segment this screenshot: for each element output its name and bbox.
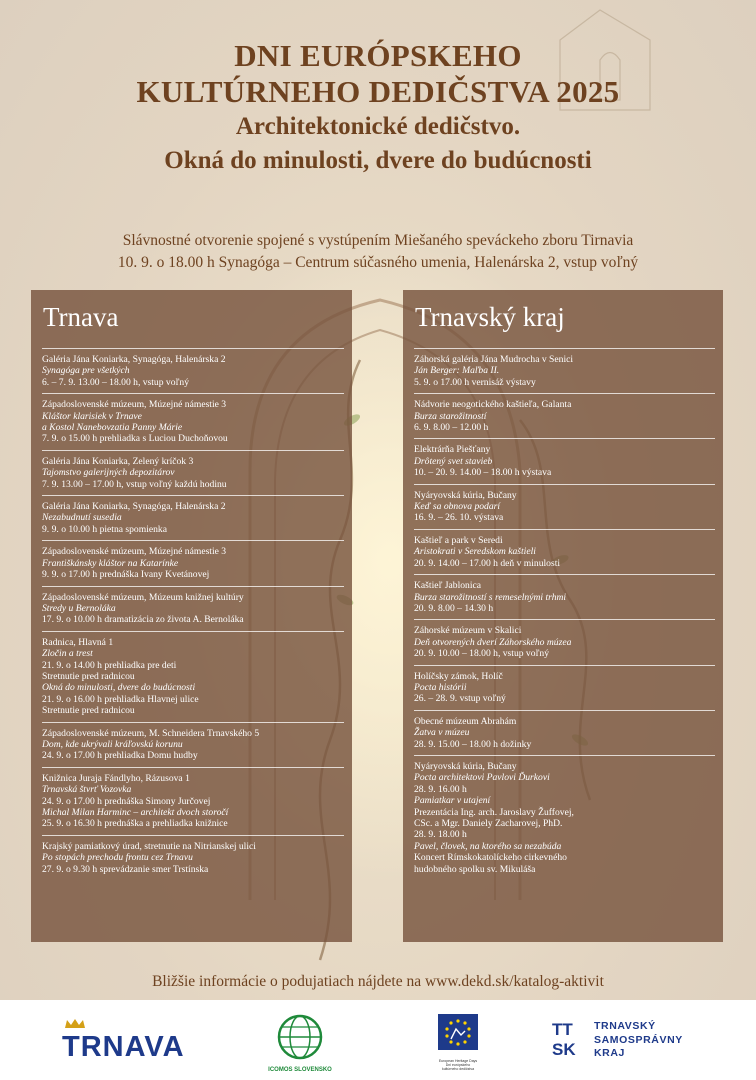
opening-info (0, 230, 756, 274)
event-title: Okná do minulosti, dvere do budúcnosti (42, 682, 196, 694)
event-detail: 25. 9. o 16.30 h prednáška a prehliadka knižnice (42, 818, 228, 830)
event-title: Tajomstvo galerijných depozitárov (42, 467, 175, 479)
icomos-logo[interactable] (266, 1014, 334, 1072)
eu-logo-text (434, 1059, 482, 1071)
ttsk-mark-top: TT (552, 1020, 573, 1039)
globe-icon (266, 1014, 334, 1060)
trnava-panel (31, 290, 352, 942)
kraj-panel-title: Trnavský kraj (415, 302, 565, 332)
event-title: Burza starožitností (414, 410, 487, 422)
event-venue: Obecné múzeum Abrahám (414, 715, 517, 727)
event-detail: 20. 9. 14.00 – 17.00 h deň v minulosti (414, 557, 561, 569)
event-item (42, 835, 344, 880)
event-detail: 20. 9. 8.00 – 14.30 h (414, 602, 494, 614)
event-item (414, 484, 715, 529)
icomos-logo-text: ICOMOS SLOVENSKO (268, 1067, 332, 1073)
eu-logo-line-2: Dni európskeho (445, 1063, 471, 1067)
event-detail: 24. 9. o 17.00 h prednáška Simony Jurčovej (42, 795, 211, 807)
event-item (414, 438, 715, 483)
event-title: Deň otvorených dverí Záhorského múzea (414, 636, 572, 648)
event-item (42, 586, 344, 631)
event-item (414, 348, 715, 393)
event-title: Burza starožitností s remeselnými trhmi (414, 591, 567, 603)
event-title: Žatva v múzeu (414, 727, 470, 739)
event-venue: Kaštieľ a park v Seredi (414, 534, 503, 546)
event-detail: Stretnutie pred radnicou (42, 705, 135, 717)
event-title: Po stopách prechodu frontu cez Trnavu (42, 852, 193, 864)
event-venue: Západoslovenské múzeum, Múzejné námestie 3 (42, 546, 227, 558)
header (0, 38, 756, 178)
event-detail: hudobného spolku sv. Mikuláša (414, 863, 536, 875)
ttsk-line-1: TRNAVSKÝ (594, 1020, 656, 1032)
event-detail: Prezentácia Ing. arch. Jaroslavy Žuffovej, (414, 806, 574, 818)
event-venue: Elektrárňa Piešťany (414, 444, 491, 456)
event-detail: Koncert Rímskokatolíckeho cirkevného (414, 852, 567, 864)
more-info-link[interactable]: Bližšie informácie o podujatiach nájdete na www.dekd.sk/katalog-aktivit (152, 973, 604, 990)
event-detail: 17. 9. o 10.00 h dramatizácia zo života A. Bernoláka (42, 614, 244, 626)
ttsk-mark-icon (552, 1020, 588, 1064)
event-venue: Galéria Jána Koniarka, Synagóga, Halenárska 2 (42, 354, 226, 365)
event-item (42, 393, 344, 450)
eu-logo-line-1: European Heritage Days (438, 1059, 478, 1063)
event-venue: Kaštieľ Jablonica (414, 580, 482, 592)
opening-line-1: Slávnostné otvorenie spojené s vystúpením Miešaného speváckeho zboru Tirnavia (122, 232, 634, 249)
event-detail: 28. 9. 15.00 – 18.00 h dožinky (414, 738, 532, 750)
event-title: Pavel, človek, na ktorého sa nezabúda (414, 840, 562, 852)
event-detail: 28. 9. 16.00 h (414, 783, 467, 795)
event-venue: Nyáryovská kúria, Bučany (414, 489, 517, 501)
event-venue: Radnica, Hlavná 1 (42, 636, 114, 648)
event-title: Stredy u Bernoláka (42, 602, 116, 614)
opening-line-2: 10. 9. o 18.00 h Synagóga – Centrum súčasného umenia, Halenárska 2, vstup voľný (117, 254, 639, 271)
event-title: Pamiatkar v utajení (414, 795, 491, 807)
event-item (42, 450, 344, 495)
event-detail: 9. 9. o 17.00 h prednáška Ivany Kvetánovej (42, 569, 210, 581)
event-title: Pocta architektovi Pavlovi Ďurkovi (414, 772, 550, 784)
event-venue: Knižnica Juraja Fándlyho, Rázusova 1 (42, 772, 190, 784)
event-venue: Krajský pamiatkový úrad, stretnutie na Nitrianskej ulici (42, 840, 256, 852)
event-venue: Západoslovenské múzeum, M. Schneidera Trnavského 5 (42, 727, 260, 739)
event-title: Zločin a trest (42, 648, 93, 660)
trnava-event-list (31, 338, 352, 880)
logo-bar (0, 1000, 756, 1080)
event-title: Trnavská štvrť Vozovka (42, 784, 132, 796)
event-item (42, 540, 344, 585)
event-item (414, 393, 715, 438)
event-venue: Holíčsky zámok, Holíč (414, 670, 503, 682)
event-title: Dom, kde ukrývali kráľovskú korunu (42, 738, 183, 750)
event-detail: 6. – 7. 9. 13.00 – 18.00 h, vstup voľný (42, 376, 190, 388)
event-title: Keď sa obnova podarí (414, 501, 501, 513)
event-item (42, 348, 344, 393)
event-title: Synagóga pre všetkých (42, 365, 130, 377)
ttsk-logo-text (594, 1020, 683, 1061)
event-venue: Záhorská galéria Jána Mudrocha v Senici (414, 354, 574, 365)
kraj-event-list (403, 338, 723, 880)
event-item (414, 619, 715, 664)
event-item (414, 755, 715, 880)
event-title: Kláštor klarisiek v Trnave (42, 410, 142, 422)
trnava-panel-title: Trnava (43, 302, 119, 332)
event-detail: 9. 9. o 10.00 h pietna spomienka (42, 523, 167, 535)
event-title: Pocta histórii (414, 681, 467, 693)
event-detail: 16. 9. – 26. 10. výstava (414, 512, 504, 524)
ttsk-line-2: SAMOSPRÁVNY (594, 1033, 683, 1046)
event-venue: Nyáryovská kúria, Bučany (414, 760, 517, 772)
event-venue: Galéria Jána Koniarka, Zelený kríčok 3 (42, 455, 194, 467)
event-item (42, 767, 344, 835)
event-detail: 7. 9. o 15.00 h prehliadka s Luciou Duchoňovou (42, 433, 228, 445)
event-detail: 6. 9. 8.00 – 12.00 h (414, 422, 489, 434)
event-title: Františkánsky kláštor na Katarínke (42, 557, 179, 569)
event-item (414, 710, 715, 755)
crown-icon (64, 1019, 86, 1029)
event-detail: 5. 9. o 17.00 h vernisáž výstavy (414, 376, 536, 388)
event-detail: 7. 9. 13.00 – 17.00 h, vstup voľný každú hodinu (42, 478, 227, 490)
ttsk-mark-bottom: SK (552, 1040, 576, 1059)
event-item (414, 665, 715, 710)
trnava-logo-text: TRNAVA (62, 1031, 185, 1063)
event-item (42, 722, 344, 767)
event-item (42, 495, 344, 540)
european-heritage-days-logo[interactable] (434, 1014, 482, 1078)
eu-stars-icon (434, 1014, 482, 1050)
event-item (42, 631, 344, 722)
event-detail: 27. 9. o 9.30 h sprevádzanie smer Trstínska (42, 863, 209, 875)
event-item (414, 574, 715, 619)
event-detail: CSc. a Mgr. Daniely Zacharovej, PhD. (414, 818, 563, 829)
event-detail: 21. 9. o 14.00 h prehliadka pre deti (42, 659, 177, 671)
event-title: Ján Berger: Maľba II. (414, 365, 500, 377)
event-detail: 28. 9. 18.00 h (414, 829, 467, 841)
ttsk-line-3: KRAJ (594, 1047, 625, 1059)
event-detail: 21. 9. o 16.00 h prehliadka Hlavnej ulice (42, 693, 199, 705)
event-venue: Západoslovenské múzeum, Múzejné námestie 3 (42, 399, 227, 411)
event-venue: Západoslovenské múzeum, Múzeum knižnej kultúry (42, 591, 244, 603)
event-detail: 26. – 28. 9. vstup voľný (414, 693, 506, 705)
subtitle-line-2: Okná do minulosti, dvere do budúcnosti (164, 147, 592, 174)
event-venue: Záhorské múzeum v Skalici (414, 625, 522, 637)
event-title: a Kostol Nanebovzatia Panny Márie (42, 422, 183, 434)
event-title: Michal Milan Harminc – architekt dvoch storočí (42, 807, 229, 818)
event-detail: Stretnutie pred radnicou (42, 670, 135, 682)
kraj-panel (403, 290, 723, 942)
event-item (414, 529, 715, 574)
subtitle-line-1: Architektonické dedičstvo. (235, 113, 521, 140)
event-detail: 20. 9. 10.00 – 18.00 h, vstup voľný (414, 648, 550, 660)
title-line-2: KULTÚRNEHO DEDIČSTVA 2025 (136, 74, 620, 109)
event-detail: 24. 9. o 17.00 h prehliadka Domu hudby (42, 750, 198, 762)
event-title: Nezabudnutí susedia (42, 512, 122, 524)
eu-logo-line-3: kultúrneho dedičstva (441, 1067, 475, 1071)
trnava-logo[interactable] (62, 1027, 212, 1067)
event-detail: 10. – 20. 9. 14.00 – 18.00 h výstava (414, 467, 552, 479)
event-venue: Nádvorie neogotického kaštieľa, Galanta (414, 399, 572, 411)
title-line-1: DNI EURÓPSKEHO (234, 38, 522, 73)
ttsk-logo[interactable] (552, 1018, 702, 1068)
event-venue: Galéria Jána Koniarka, Synagóga, Halenárska 2 (42, 501, 226, 513)
event-title: Drôtený svet stavieb (414, 455, 493, 467)
event-title: Aristokrati v Seredskom kaštieli (414, 546, 536, 558)
